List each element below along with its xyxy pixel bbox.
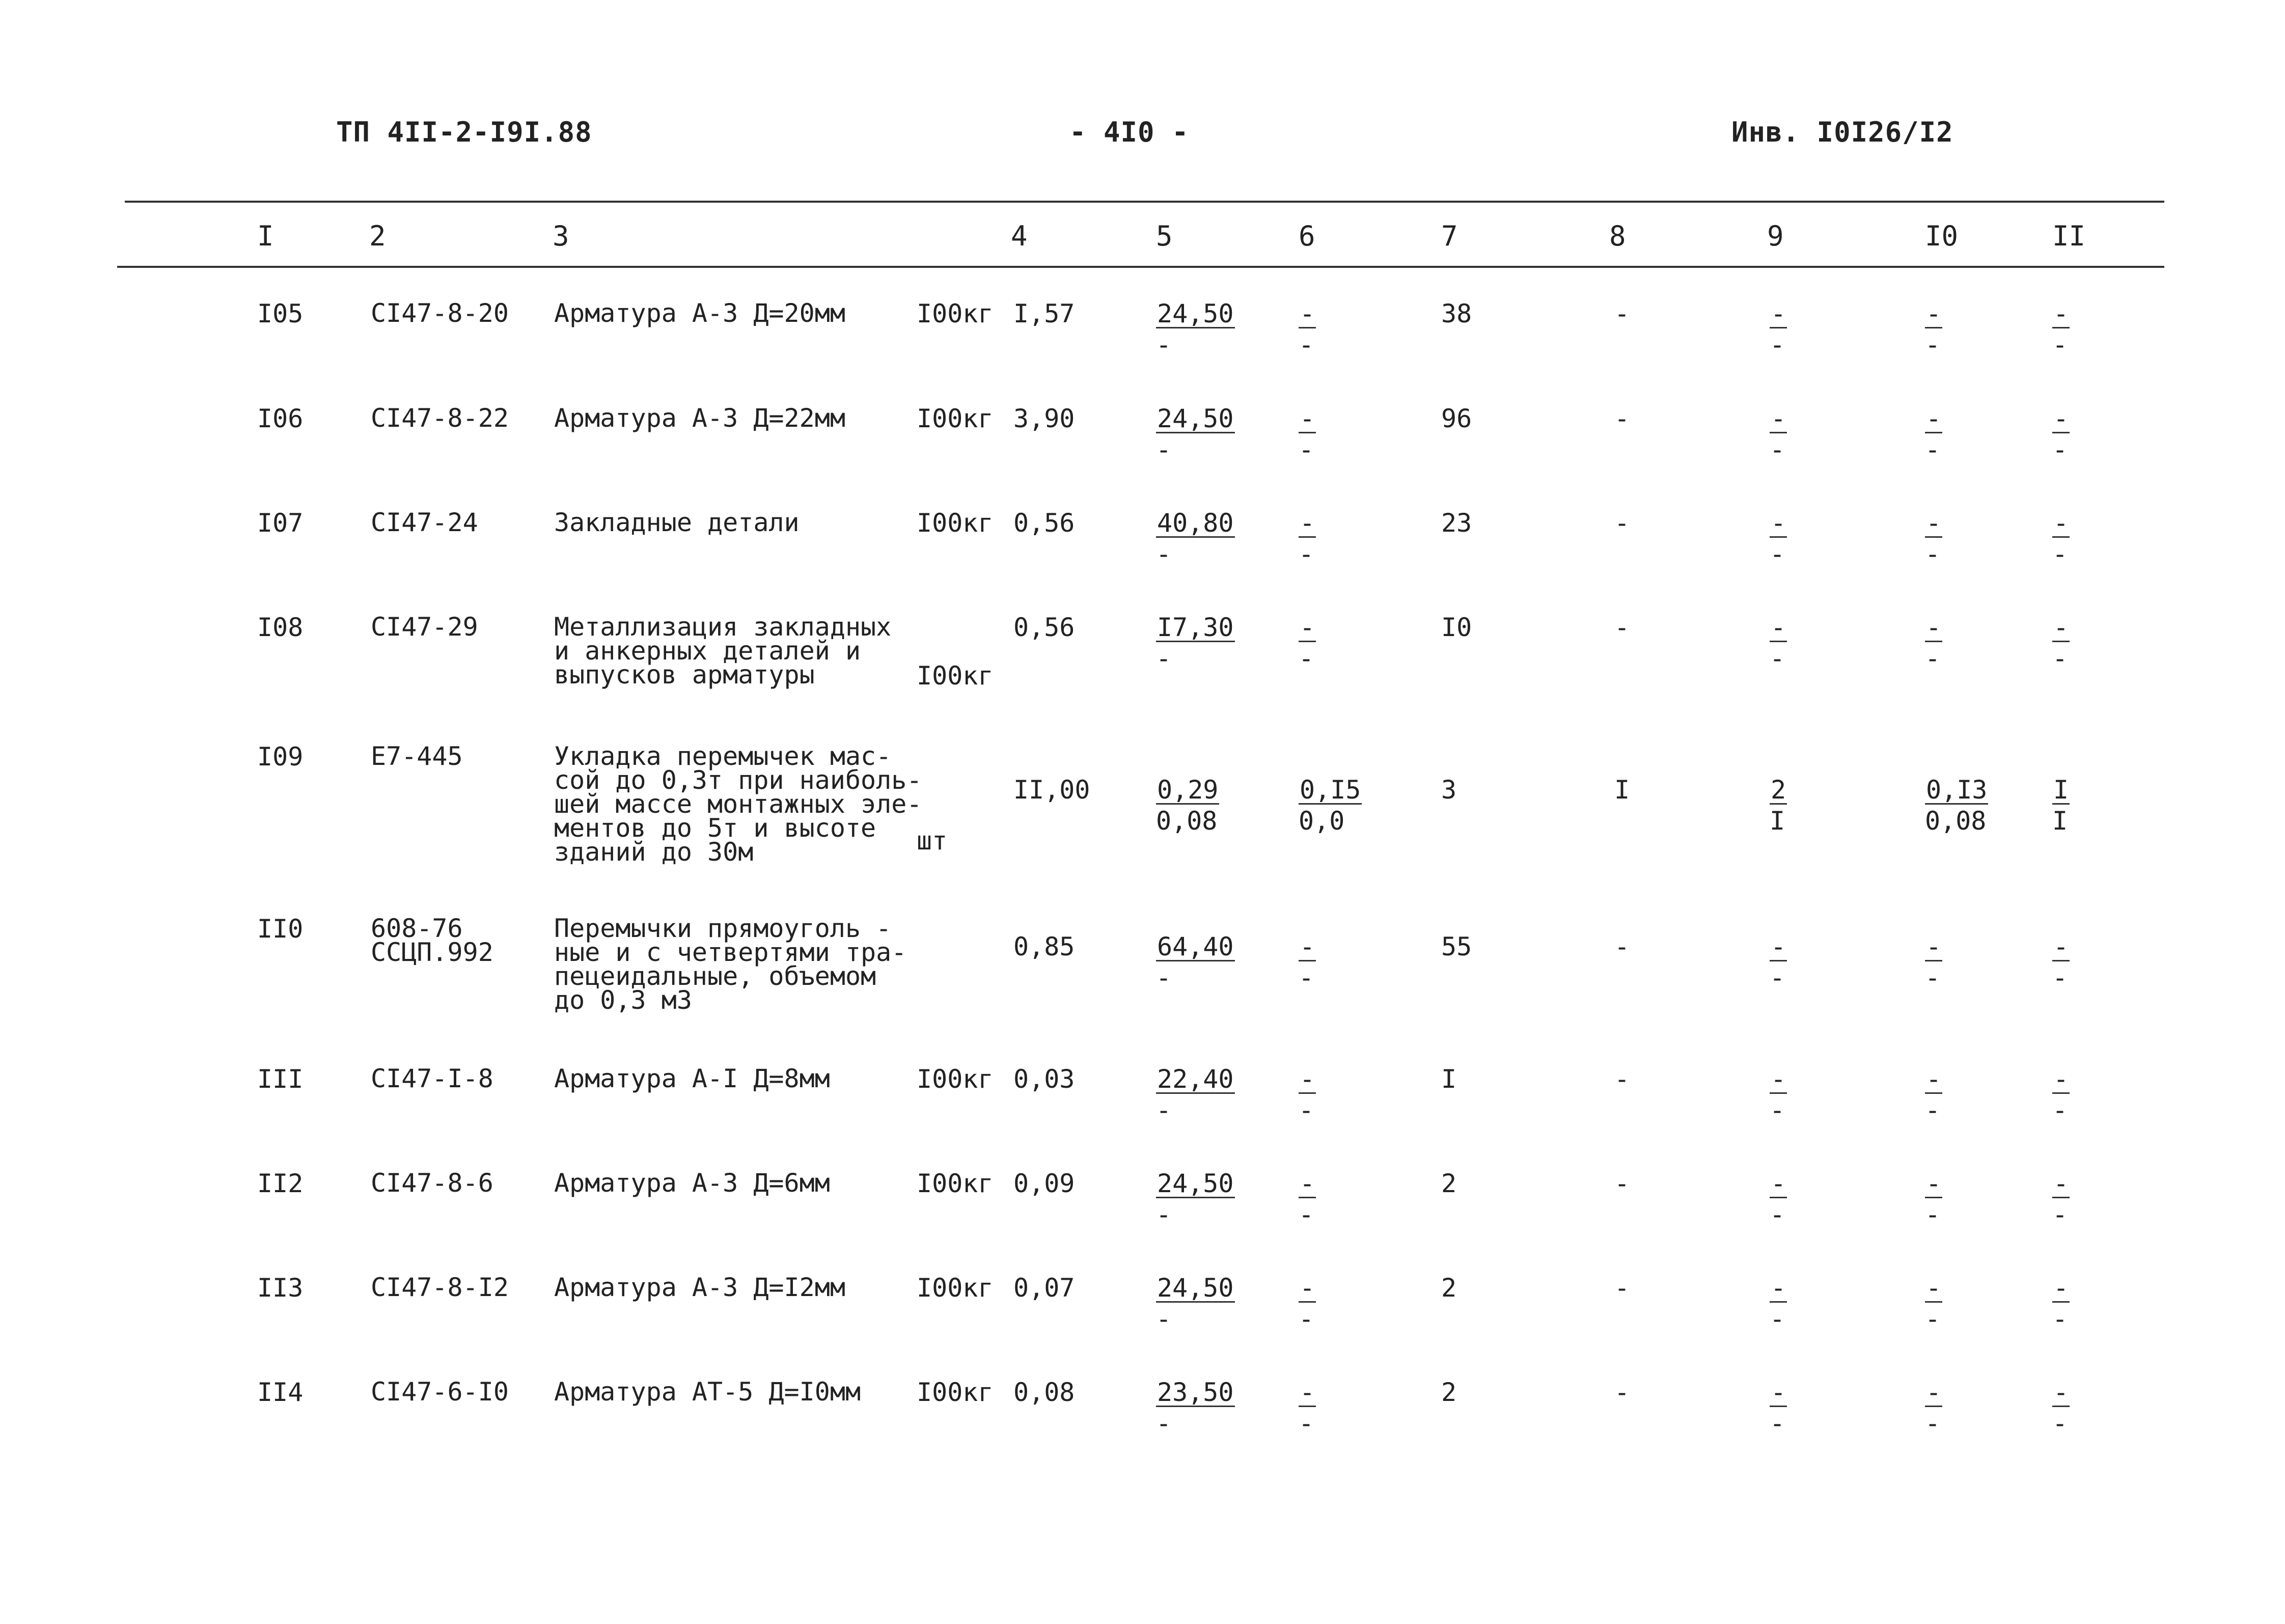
column-11-fraction-numerator: - — [2053, 299, 2069, 328]
column-10-fraction — [1925, 1168, 1942, 1230]
column-6-fraction-denominator: 0,0 — [1299, 806, 1345, 836]
column-10-fraction — [1925, 931, 1942, 994]
column-7-value: 55 — [1441, 932, 1472, 961]
column-11-fraction-denominator: - — [2052, 539, 2068, 569]
quantity: 0,56 — [1013, 613, 1075, 642]
work-description: Арматура АТ-5 Д=I0мм — [554, 1377, 861, 1407]
column-9-fraction-numerator: - — [1771, 1378, 1786, 1407]
column-10-fraction-denominator: - — [1925, 1409, 1941, 1438]
column-5-fraction-denominator: - — [1156, 1409, 1172, 1438]
work-description: Укладка перемычек мас- сой до 0,3т при наиболь- шей массе монтажных эле- ментов до 5т и высоте зданий до 30м — [554, 741, 922, 867]
column-6-fraction-denominator: - — [1299, 1409, 1314, 1438]
norm-code: СI47-6-I0 — [371, 1377, 509, 1407]
column-header-7: 7 — [1441, 220, 1458, 252]
column-6-fraction — [1299, 1273, 1316, 1335]
column-5-fraction-denominator: - — [1156, 330, 1172, 360]
column-6-fraction — [1299, 775, 1362, 837]
column-6-fraction-denominator: - — [1299, 435, 1314, 464]
column-11-fraction-denominator: - — [2052, 435, 2068, 464]
column-11-fraction-numerator: - — [2053, 1378, 2069, 1407]
column-header-5: 5 — [1156, 220, 1173, 252]
row-number: II3 — [257, 1273, 304, 1303]
column-6-fraction-denominator: - — [1299, 330, 1314, 360]
column-6-fraction-numerator: - — [1300, 932, 1315, 961]
table-header-rule — [117, 266, 2164, 268]
column-11-fraction — [2052, 1377, 2070, 1439]
work-description: Арматура А-I Д=8мм — [554, 1064, 830, 1093]
quantity: 0,85 — [1013, 932, 1075, 961]
column-5-fraction-denominator: - — [1156, 644, 1172, 673]
column-10-fraction-numerator: - — [1926, 1064, 1942, 1094]
column-9-fraction — [1770, 1377, 1787, 1439]
row-number: I05 — [257, 299, 304, 328]
column-10-fraction — [1925, 403, 1942, 465]
quantity: I,57 — [1013, 299, 1075, 328]
column-9-fraction-denominator: - — [1770, 644, 1785, 673]
column-10-fraction-denominator: - — [1925, 644, 1941, 673]
column-8-value: I — [1614, 775, 1630, 805]
norm-code: СI47-24 — [371, 508, 478, 537]
column-11-fraction-numerator: I — [2053, 775, 2069, 805]
column-5-fraction-denominator: - — [1156, 1200, 1172, 1229]
quantity: 0,56 — [1013, 508, 1075, 538]
column-5-fraction — [1156, 775, 1219, 837]
column-6-fraction — [1299, 931, 1316, 994]
column-10-fraction-denominator: 0,08 — [1925, 806, 1987, 836]
column-8-value: - — [1614, 613, 1630, 642]
column-11-fraction — [2052, 775, 2070, 837]
row-number: III — [257, 1064, 304, 1094]
column-5-fraction-numerator: 24,50 — [1157, 299, 1234, 328]
column-11-fraction-denominator: - — [2052, 963, 2068, 993]
quantity: 0,03 — [1013, 1064, 1075, 1094]
column-9-fraction — [1770, 298, 1787, 361]
column-5-fraction — [1156, 403, 1235, 465]
column-9-fraction-denominator: - — [1770, 1304, 1785, 1334]
column-5-fraction-denominator: - — [1156, 435, 1172, 464]
column-5-fraction-numerator: 64,40 — [1157, 932, 1234, 961]
column-6-fraction-numerator: - — [1300, 508, 1315, 538]
column-9-fraction-numerator: - — [1771, 1273, 1786, 1303]
column-6-fraction — [1299, 403, 1316, 465]
column-6-fraction-numerator: - — [1300, 1169, 1315, 1198]
norm-code: СI47-8-6 — [371, 1168, 493, 1198]
norm-code: 608-76 ССЦП.992 — [371, 914, 493, 967]
column-header-8: 8 — [1609, 220, 1626, 252]
row-number: II4 — [257, 1378, 304, 1407]
column-9-fraction-numerator: - — [1771, 932, 1786, 961]
column-7-value: 2 — [1441, 1378, 1457, 1407]
column-11-fraction — [2052, 612, 2070, 674]
column-6-fraction-denominator: - — [1299, 1304, 1314, 1334]
column-9-fraction-numerator: - — [1771, 1169, 1786, 1198]
column-5-fraction-numerator: I7,30 — [1157, 613, 1234, 642]
column-7-value: I0 — [1441, 613, 1472, 642]
unit-of-measure: I00кг — [917, 508, 994, 538]
column-6-fraction-numerator: - — [1300, 1273, 1315, 1303]
column-5-fraction — [1156, 612, 1235, 674]
column-7-value: 3 — [1441, 775, 1457, 805]
column-11-fraction-denominator: - — [2052, 644, 2068, 673]
work-description: Арматура А-3 Д=6мм — [554, 1168, 830, 1198]
column-6-fraction — [1299, 612, 1316, 674]
unit-of-measure: I00кг — [917, 299, 994, 328]
column-9-fraction-denominator: - — [1770, 1200, 1785, 1229]
work-description: Арматура А-3 Д=20мм — [554, 298, 845, 328]
column-9-fraction-numerator: 2 — [1771, 775, 1786, 805]
column-9-fraction-denominator: I — [1770, 806, 1785, 836]
column-9-fraction — [1770, 775, 1787, 837]
norm-code: СI47-8-20 — [371, 298, 509, 328]
page-number: - 4I0 - — [1069, 116, 1189, 148]
column-6-fraction — [1299, 1168, 1316, 1230]
unit-of-measure: I00кг — [917, 1064, 994, 1094]
quantity: II,00 — [1013, 775, 1090, 805]
column-8-value: - — [1614, 1064, 1630, 1094]
work-description: Арматура А-3 Д=22мм — [554, 403, 845, 433]
column-10-fraction-numerator: - — [1926, 299, 1942, 328]
norm-code: Е7-445 — [371, 741, 463, 771]
column-5-fraction — [1156, 931, 1235, 994]
column-10-fraction-numerator: - — [1926, 404, 1942, 433]
column-6-fraction-numerator: 0,I5 — [1300, 775, 1361, 805]
column-11-fraction — [2052, 403, 2070, 465]
column-9-fraction-denominator: - — [1770, 1409, 1785, 1438]
column-10-fraction-numerator: 0,I3 — [1926, 775, 1988, 805]
column-10-fraction — [1925, 775, 1988, 837]
column-9-fraction-denominator: - — [1770, 539, 1785, 569]
column-8-value: - — [1614, 1378, 1630, 1407]
column-10-fraction-denominator: - — [1925, 539, 1941, 569]
column-9-fraction — [1770, 1273, 1787, 1335]
column-header-11: II — [2052, 220, 2086, 252]
column-11-fraction-denominator: - — [2052, 1304, 2068, 1334]
column-8-value: - — [1614, 299, 1630, 328]
column-6-fraction — [1299, 1064, 1316, 1126]
row-number: I08 — [257, 613, 304, 642]
column-11-fraction — [2052, 931, 2070, 994]
column-9-fraction-denominator: - — [1770, 963, 1785, 993]
column-11-fraction — [2052, 508, 2070, 570]
quantity: 0,09 — [1013, 1169, 1075, 1198]
column-6-fraction-numerator: - — [1300, 404, 1315, 433]
unit-of-measure: I00кг — [917, 404, 994, 433]
row-number: II2 — [257, 1169, 304, 1198]
column-11-fraction-numerator: - — [2053, 404, 2069, 433]
column-5-fraction-numerator: 0,29 — [1157, 775, 1219, 805]
column-6-fraction-denominator: - — [1299, 1200, 1314, 1229]
column-7-value: 38 — [1441, 299, 1472, 328]
column-9-fraction — [1770, 1064, 1787, 1126]
work-description: Металлизация закладных и анкерных деталей и выпусков арматуры — [554, 612, 892, 690]
column-6-fraction — [1299, 298, 1316, 361]
row-number: I06 — [257, 404, 304, 433]
column-6-fraction-denominator: - — [1299, 963, 1314, 993]
column-7-value: I — [1441, 1064, 1457, 1094]
column-header-3: 3 — [553, 220, 569, 252]
row-number: II0 — [257, 914, 304, 944]
column-9-fraction-denominator: - — [1770, 435, 1785, 464]
column-10-fraction-denominator: - — [1925, 963, 1941, 993]
column-9-fraction-numerator: - — [1771, 613, 1786, 642]
unit-of-measure: I00кг — [917, 661, 994, 691]
column-11-fraction — [2052, 298, 2070, 361]
column-5-fraction — [1156, 1377, 1235, 1439]
column-5-fraction-numerator: 22,40 — [1157, 1064, 1234, 1094]
column-8-value: - — [1614, 1169, 1630, 1198]
column-header-9: 9 — [1767, 220, 1784, 252]
unit-of-measure: I00кг — [917, 1378, 994, 1407]
column-10-fraction-numerator: - — [1926, 1169, 1942, 1198]
column-header-1: I — [257, 220, 274, 252]
column-6-fraction-numerator: - — [1300, 613, 1315, 642]
norm-code: СI47-8-22 — [371, 403, 509, 433]
column-5-fraction-numerator: 23,50 — [1157, 1378, 1234, 1407]
work-description: Арматура А-3 Д=I2мм — [554, 1273, 845, 1302]
column-7-value: 96 — [1441, 404, 1472, 433]
column-6-fraction — [1299, 508, 1316, 570]
column-9-fraction — [1770, 403, 1787, 465]
column-5-fraction-denominator: - — [1156, 539, 1172, 569]
column-5-fraction-denominator: 0,08 — [1156, 806, 1218, 836]
column-5-fraction — [1156, 508, 1235, 570]
column-header-10: I0 — [1925, 220, 1959, 252]
column-10-fraction-numerator: - — [1926, 932, 1942, 961]
column-11-fraction-denominator: I — [2052, 806, 2068, 836]
column-6-fraction-denominator: - — [1299, 644, 1314, 673]
column-11-fraction-numerator: - — [2053, 1273, 2069, 1303]
column-10-fraction-denominator: - — [1925, 1304, 1941, 1334]
column-9-fraction-numerator: - — [1771, 299, 1786, 328]
column-6-fraction-denominator: - — [1299, 1095, 1314, 1125]
column-8-value: - — [1614, 508, 1630, 538]
column-11-fraction-denominator: - — [2052, 330, 2068, 360]
column-9-fraction — [1770, 1168, 1787, 1230]
column-10-fraction-numerator: - — [1926, 613, 1942, 642]
work-description: Закладные детали — [554, 508, 800, 537]
column-6-fraction-numerator: - — [1300, 1378, 1315, 1407]
column-7-value: 2 — [1441, 1273, 1457, 1303]
norm-code: СI47-I-8 — [371, 1064, 493, 1093]
column-8-value: - — [1614, 932, 1630, 961]
column-9-fraction-numerator: - — [1771, 1064, 1786, 1094]
column-11-fraction — [2052, 1168, 2070, 1230]
column-9-fraction — [1770, 931, 1787, 994]
column-10-fraction — [1925, 298, 1942, 361]
column-10-fraction-denominator: - — [1925, 330, 1941, 360]
column-10-fraction — [1925, 508, 1942, 570]
column-5-fraction — [1156, 298, 1235, 361]
column-11-fraction — [2052, 1064, 2070, 1126]
column-8-value: - — [1614, 1273, 1630, 1303]
column-11-fraction-numerator: - — [2053, 932, 2069, 961]
column-header-4: 4 — [1011, 220, 1028, 252]
column-11-fraction — [2052, 1273, 2070, 1335]
column-5-fraction-numerator: 40,80 — [1157, 508, 1234, 538]
column-5-fraction-numerator: 24,50 — [1157, 1169, 1234, 1198]
table-top-rule — [125, 201, 2164, 203]
column-9-fraction — [1770, 612, 1787, 674]
column-5-fraction-numerator: 24,50 — [1157, 1273, 1234, 1303]
column-5-fraction — [1156, 1273, 1235, 1335]
column-10-fraction-denominator: - — [1925, 435, 1941, 464]
row-number: I09 — [257, 742, 304, 772]
column-11-fraction-numerator: - — [2053, 1169, 2069, 1198]
column-11-fraction-denominator: - — [2052, 1409, 2068, 1438]
column-7-value: 2 — [1441, 1169, 1457, 1198]
quantity: 0,08 — [1013, 1378, 1075, 1407]
column-5-fraction-denominator: - — [1156, 1095, 1172, 1125]
column-10-fraction-numerator: - — [1926, 508, 1942, 538]
column-9-fraction-numerator: - — [1771, 404, 1786, 433]
column-5-fraction-denominator: - — [1156, 963, 1172, 993]
column-5-fraction — [1156, 1168, 1235, 1230]
column-9-fraction — [1770, 508, 1787, 570]
column-11-fraction-denominator: - — [2052, 1095, 2068, 1125]
column-5-fraction-denominator: - — [1156, 1304, 1172, 1334]
column-5-fraction — [1156, 1064, 1235, 1126]
column-header-2: 2 — [369, 220, 386, 252]
column-10-fraction-denominator: - — [1925, 1095, 1941, 1125]
unit-of-measure: I00кг — [917, 1273, 994, 1303]
column-9-fraction-numerator: - — [1771, 508, 1786, 538]
quantity: 0,07 — [1013, 1273, 1075, 1303]
norm-code: СI47-29 — [371, 612, 478, 642]
column-11-fraction-numerator: - — [2053, 613, 2069, 642]
work-description: Перемычки прямоуголь - ные и с четвертями тра- пецеидальные, объемом до 0,3 м3 — [554, 914, 907, 1015]
column-6-fraction-numerator: - — [1300, 1064, 1315, 1094]
document-code: ТП 4II-2-I9I.88 — [336, 116, 592, 148]
column-10-fraction-numerator: - — [1926, 1273, 1942, 1303]
unit-of-measure: шт — [917, 826, 948, 856]
column-9-fraction-denominator: - — [1770, 330, 1785, 360]
row-number: I07 — [257, 508, 304, 538]
column-11-fraction-numerator: - — [2053, 508, 2069, 538]
column-5-fraction-numerator: 24,50 — [1157, 404, 1234, 433]
column-6-fraction-numerator: - — [1300, 299, 1315, 328]
column-10-fraction — [1925, 1273, 1942, 1335]
column-7-value: 23 — [1441, 508, 1472, 538]
column-header-6: 6 — [1299, 220, 1315, 252]
column-8-value: - — [1614, 404, 1630, 433]
column-11-fraction-denominator: - — [2052, 1200, 2068, 1229]
column-10-fraction — [1925, 612, 1942, 674]
quantity: 3,90 — [1013, 404, 1075, 433]
column-11-fraction-numerator: - — [2053, 1064, 2069, 1094]
unit-of-measure: I00кг — [917, 1169, 994, 1198]
norm-code: СI47-8-I2 — [371, 1273, 509, 1302]
column-10-fraction — [1925, 1377, 1942, 1439]
column-6-fraction-denominator: - — [1299, 539, 1314, 569]
inventory-number: Инв. I0I26/I2 — [1731, 116, 1953, 148]
column-6-fraction — [1299, 1377, 1316, 1439]
column-9-fraction-denominator: - — [1770, 1095, 1785, 1125]
column-10-fraction — [1925, 1064, 1942, 1126]
column-10-fraction-denominator: - — [1925, 1200, 1941, 1229]
column-10-fraction-numerator: - — [1926, 1378, 1942, 1407]
